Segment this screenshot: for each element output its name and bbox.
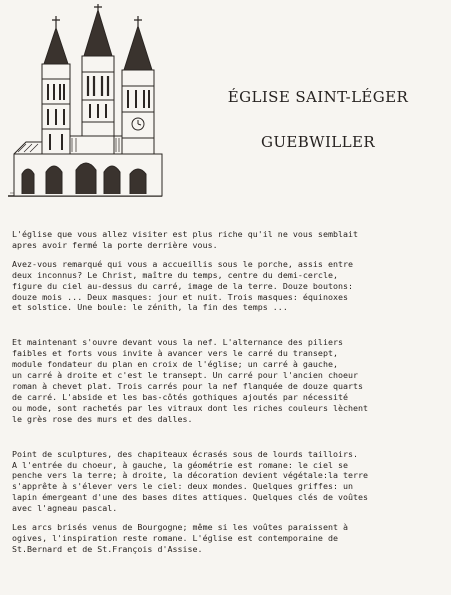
page-subtitle: GUEBWILLER bbox=[260, 133, 376, 151]
paragraph-5: Les arcs brisés venus de Bourgogne; même si les voûtes paraissent à ogives, l'inspiration reste romane. L'église est contemporaine de St.Bernard et de St.François d'Assise. bbox=[12, 522, 349, 554]
paragraph-2: Avez-vous remarqué qui vous a accueillis sous le porche, assis entre deux inconnus? Le Christ, maître du temps, centre du demi-cercle, figure du ciel au-dessus du carré, image de la terre. Douze boutons: douze mois ... Deux masques: jour et nuit. Trois masques: équinoxes et solstice. Une boule: le zénith, la fin des temps ... bbox=[12, 258, 354, 313]
paragraph-3: Et maintenant s'ouvre devant vous la nef. L'alternance des piliers faibles et forts vous invite à avancer vers le carré du transept, module fondateur du plan en croix de l'église; un carré à gauche, un carré à droite et c'est le transept. Un carré pour l'ancien choeur roman à chevet plat. Trois carrés pour la nef flanquée de douze quarts de carré. L'abside et les bas-côtés gothiques ajoutés par nécessité ou mode, sont rachetés par les vitraux dont les riches couleurs lèchent le grès rose des murs et des dalles. bbox=[12, 337, 369, 424]
body-text bbox=[12, 229, 448, 555]
page-title: ÉGLISE SAINT-LÉGER bbox=[227, 88, 409, 106]
paragraph-1: L'église que vous allez visiter est plus riche qu'il ne vous semblait apres avoir fermé la porte derrière vous. bbox=[12, 229, 359, 250]
church-illustration-icon bbox=[6, 4, 164, 200]
paragraph-4: Point de sculptures, des chapiteaux écrasés sous de lourds tailloirs. A l'entrée du choeur, à gauche, la géométrie est romane: le ciel se penche vers la terre; à droite, la décoration devient végétale:la terre s'apprête à s'élever vers le ciel: deux mondes. Quelques griffes: un lapin émergeant d'une des bases dites attiques. Quelques clés de voûtes avec l'agneau pascal. bbox=[12, 448, 369, 514]
